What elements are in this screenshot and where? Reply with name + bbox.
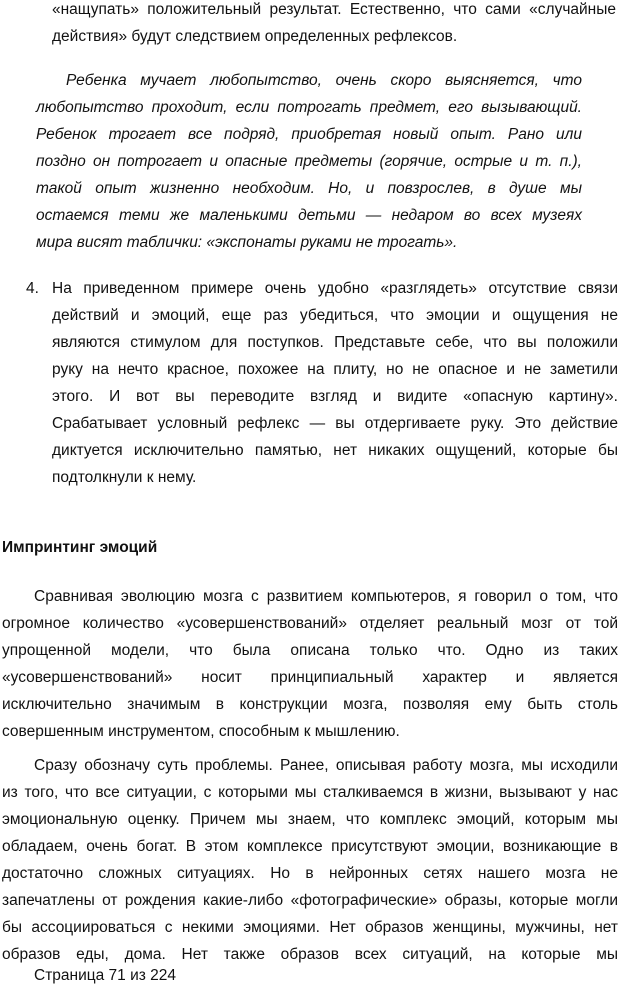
paragraph-line: совершенным инструментом, способным к мышлению. [2,723,400,740]
list-line: На приведенном примере очень удобно «разглядеть» отсутствие связи [52,280,618,297]
section-heading: Импринтинг эмоций [2,539,158,556]
list-line: руку на нечто красное, похожее на плиту, но не опасное и не заметили [52,361,618,378]
quote-line: поздно он потрогает и опасные предметы (горячие, острые и т. п.), [36,153,582,170]
paragraph-line: Сравнивая эволюцию мозга с развитием компьютеров, я говорил о том, что [34,588,618,605]
paragraph-line: бы ассоциироваться с некими эмоциями. Нет образов женщины, мужчины, нет [2,919,618,936]
paragraph-line: из того, что все ситуации, с которыми мы сталкиваемся в жизни, вызывают у нас [2,784,618,801]
quote-line: такой опыт жизненно необходим. Но, и повзрослев, в душе мы [36,180,582,197]
page-footer: Страница 71 из 224 [34,967,177,984]
quote-line: остаемся теми же маленькими детьми — недаром во всех музеях [36,207,582,224]
paragraph-line: запечатлены от рождения какие-либо «фотографические» образы, которые могли [2,892,618,909]
paragraph-line: упрощенной модели, что была описана только что. Одно из таких [2,642,618,659]
list-line: Срабатывает условный рефлекс — вы отдергиваете руку. Это действие [52,415,618,432]
quote-line: мира висят таблички: «экспонаты руками не трогать». [36,234,458,251]
intro-line: «нащупать» положительный результат. Естественно, что сами «случайные [52,1,616,18]
paragraph-line: Сразу обозначу суть проблемы. Ранее, описывая работу мозга, мы исходили [34,757,618,774]
list-line: являются стимулом для поступков. Представьте себе, что вы положили [52,334,618,351]
list-line: этого. И вот вы переводите взгляд и видите «опасную картину». [52,388,618,405]
list-line: действий и эмоций, еще раз убедиться, что эмоции и ощущения не [52,307,618,324]
list-number: 4. [26,280,39,297]
paragraph-line: исключительно значимым в конструкции мозга, позволяя ему быть столь [2,696,618,713]
paragraph-line: «усовершенствований» носит принципиальный характер и является [2,669,618,686]
paragraph-line: образов еды, дома. Нет также образов всех ситуаций, на которые мы [2,946,618,963]
quote-line: любопытство проходит, если потрогать предмет, его вызывающий. [36,99,582,116]
intro-line: действия» будут следствием определенных рефлексов. [52,28,458,45]
paragraph-line: обладаем, очень богат. В этом комплексе присутствуют эмоции, возникающие в [2,838,618,855]
paragraph-line: огромное количество «усовершенствований» отделяет реальный мозг от той [2,615,618,632]
quote-line: Ребенок трогает все подряд, приобретая новый опыт. Рано или [36,126,582,143]
list-line: подтолкнули к нему. [52,469,197,486]
list-line: диктуется исключительно памятью, нет никаких ощущений, которые бы [52,442,618,459]
paragraph-line: эмоциональную оценку. Причем мы знаем, что комплекс эмоций, которым мы [2,811,618,828]
quote-line: Ребенка мучает любопытство, очень скоро выясняется, что [66,72,582,89]
paragraph-line: достаточно сложных ситуациях. Но в нейронных сетях нашего мозга не [2,865,618,882]
